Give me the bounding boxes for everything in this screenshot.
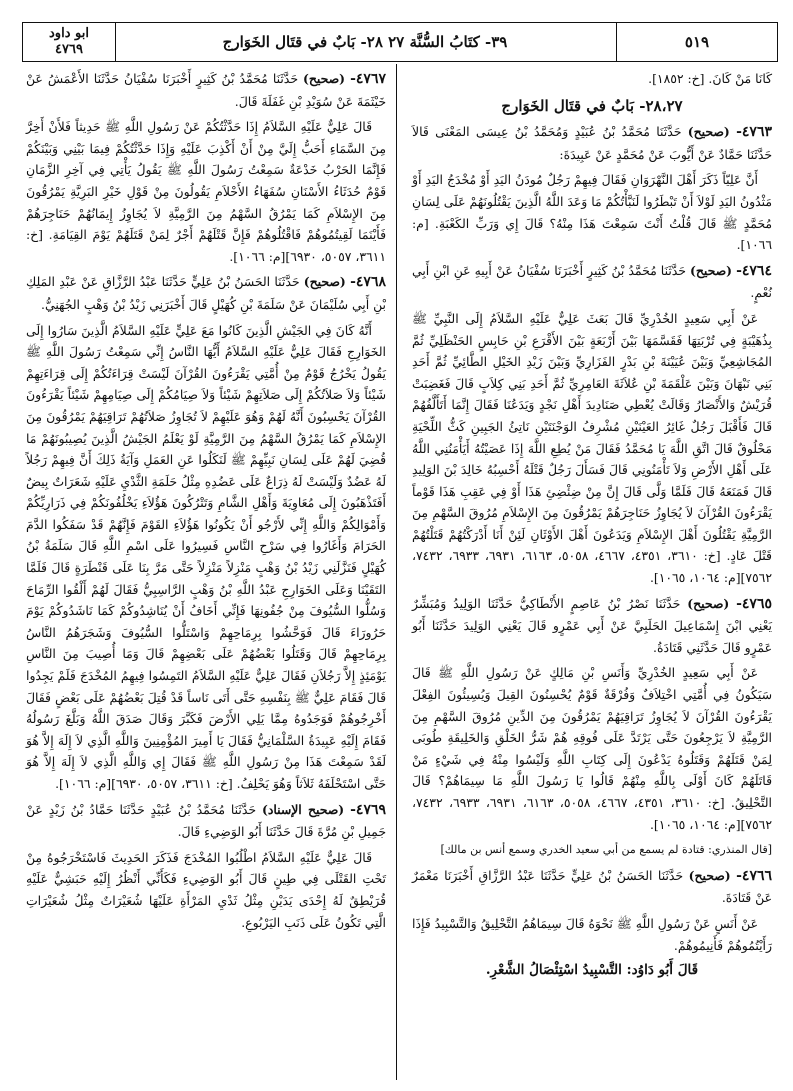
book-name: ابو داود — [49, 26, 89, 41]
right-column — [412, 68, 772, 986]
abu-dawud-note: قَالَ أَبُو دَاوُد: التَّسْبِيدُ اسْتِئْصَالُ الشَّعْرِ. — [485, 962, 699, 979]
hadith-number: ٤٧٦٣- — [736, 124, 772, 141]
hadith-grade: (صحيح) — [303, 274, 346, 290]
hadith-4763 — [412, 121, 772, 165]
hadith-grade: (صحيح الإسناد) — [261, 801, 345, 817]
hadith-range: ٤٧٦٩ — [55, 42, 83, 57]
hadith-number: ٤٧٦٦- — [736, 867, 772, 884]
hadith-isnad: حَدَّثَنَا مُحَمَّدُ بْنُ عُبَيْدٍ وَمُحَمَّدُ بْنُ عِيسَى المَعْنَى قَالاَ حَدَّثَنَا حَمَّادٌ عَنْ أَيُّوبَ عَنْ مُحَمَّدٍ عَنْ عَبِيدَةَ: — [412, 124, 772, 162]
hadith-isnad: حَدَّثَنَا الحَسَنُ بْنُ عَلِيٍّ حَدَّثَنَا عَبْدُ الرَّزَّاقِ عَنْ عَبْدِ المَلِكِ بْنِ أَبِي سُلَيْمَانَ عَنْ سَلَمَةَ بْنِ كُهَيْلٍ قَالَ أَخْبَرَنِي زَيْدُ بْنُ وَهْبٍ الجُهَنِيُّ. — [26, 274, 386, 312]
hadith-grade: (صحيح) — [687, 595, 730, 611]
page-header — [22, 22, 778, 62]
hadith-matn: عَنْ أَبِي سَعِيدٍ الخُدْرِيِّ قَالَ بَعَثَ عَلِيٌّ عَلَيْهِ السَّلاَمُ إِلَى النَّبِيِّ ﷺ بِذُهَيْبَةٍ فِي تُرْبَتِهَا فَقَسَّمَهَا بَيْنَ أَرْبَعَةٍ بَيْنَ الأَقْرَعِ بْنِ حَابِسٍ الحَنْظَلِيِّ ثُمَّ المُجَاشِعِيِّ وَبَيْنَ عُيَيْنَةَ بْنِ بَدْرٍ الفَزَارِيِّ وَبَيْنَ زَيْدِ الخَيْلِ الطَّائِيِّ ثُمَّ أَحَدِ بَنِي نَبْهَانَ وَبَيْنَ عَلْقَمَةَ بْنِ عُلاَثَةَ العَامِرِيِّ ثُمَّ أَحَدِ بَنِي كِلاَبٍ قَالَ فَغَضِبَتْ قُرَيْشٌ وَالأَنْصَارُ وَقَالَتْ يُعْطِي صَنَادِيدَ أَهْلِ نَجْدٍ وَيَدَعُنَا فَقَالَ إِنَّمَا أَتَأَلَّفُهُمْ قَالَ فَأَقْبَلَ رَجُلٌ غَائِرُ العَيْنَيْنِ مُشْرِفُ الوَجْنَتَيْنِ نَاتِئُ الجَبِينِ كَثُّ اللِّحْيَةِ مَحْلُوقٌ قَالَ اتَّقِ اللَّهَ يَا مُحَمَّدُ فَقَالَ مَنْ يُطِعِ اللَّهَ إِذَا عَصَيْتُهُ أَيَأْمَنُنِي اللَّهُ عَلَى أَهْلِ الأَرْضِ وَلاَ تَأْمَنُونِي قَالَ فَسَأَلَ رَجُلٌ قَتْلَهُ أَحْسِبُهُ خَالِدَ بْنَ الوَلِيدِ قَالَ فَمَنَعَهُ قَالَ فَلَمَّا وَلَّى قَالَ إِنَّ مِنْ ضِئْضِئِ هَذَا أَوْ فِي عَقِبِ هَذَا قَوْماً يَقْرَءُونَ القُرْآنَ لاَ يُجَاوِزُ حَنَاجِرَهُمْ يَمْرُقُونَ مِنَ الإِسْلاَمِ مُرُوقَ السَّهْمِ مِنَ الرَّمِيَّةِ يَقْتُلُونَ أَهْلَ الإِسْلاَمِ وَيَدَعُونَ أَهْلَ الأَوْثَانِ لَئِنْ أَنَا أَدْرَكْتُهُمْ قَتَلْتُهُمْ قَتْلَ عَادٍ. [خ: ٣٦١٠، ٤٣٥١، ٤٦٦٧، ٥٠٥٨، ٦١٦٣، ٦٩٣١، ٦٩٣٣، ٧٤٣٢، ٧٥٦٢][م: ١٠٦٤، ١٠٦٥]. — [412, 310, 772, 586]
hadith-grade: (صحيح) — [303, 71, 346, 86]
left-column — [26, 68, 386, 937]
hadith-grade: (صحيح) — [687, 124, 730, 140]
book-reference-box — [23, 23, 116, 61]
hadith-4767 — [26, 68, 386, 112]
chapter-title: ٢٨،٢٧- بَابٌ في قتَال الخَوَارج — [501, 96, 683, 115]
hadith-matn: أَنَّ عَلِيّاً ذَكَرَ أَهْلَ النَّهْرَوَانِ فَقَالَ فِيهِمْ رَجُلٌ مُودَنُ اليَدِ أَوْ مُخْدَجُ اليَدِ أَوْ مَثْدُونُ اليَدِ لَوْلاَ أَنْ تَبْطَرُوا لَنَبَّأْتُكُمْ مَا وَعَدَ اللَّهُ الَّذِينَ يَقْتُلُونَهُمْ عَلَى لِسَانِ مُحَمَّدٍ ﷺ قَالَ قُلْتُ أَنْتَ سَمِعْتَ هَذَا مِنْهُ؟ قَالَ إِي وَرَبِّ الكَعْبَةِ. [م: ١٠٦٦]. — [412, 172, 772, 253]
hadith-matn: قَالَ عَلِيٌّ عَلَيْهِ السَّلاَمُ إِذَا حَدَّثْتُكُمْ عَنْ رَسُولِ اللَّهِ ﷺ حَدِيثاً فَلأَنْ أَخِرَّ مِنَ السَّمَاءِ أَحَبُّ إِلَيَّ مِنْ أَنْ أَكْذِبَ عَلَيْهِ وَإِذَا حَدَّثْتُكُمْ فِيمَا بَيْنِي وَبَيْنَكُمْ فَإِنَّمَا الحَرْبُ خَدْعَةٌ سَمِعْتُ رَسُولَ اللَّهِ ﷺ يَقُولُ يَأْتِي فِي آخِرِ الزَّمَانِ قَوْمٌ حُدَثَاءُ الأَسْنَانِ سُفَهَاءُ الأَحْلاَمِ يَقُولُونَ مِنْ قَوْلِ خَيْرِ البَرِيَّةِ يَمْرُقُونَ مِنَ الإِسْلاَمِ كَمَا يَمْرُقُ السَّهْمُ مِنَ الرَّمِيَّةِ لاَ يُجَاوِزُ إِيمَانُهُمْ حَنَاجِرَهُمْ فَأَيْنَمَا لَقِيتُمُوهُمْ فَاقْتُلُوهُمْ فَإِنَّ قَتْلَهُمْ أَجْرٌ لِمَنْ قَتَلَهُمْ يَوْمَ القِيَامَةِ. [خ: ٣٦١١، ٥٠٥٧، ٦٩٣٠][م: ١٠٦٦]. — [26, 119, 386, 264]
mundhiri-note: [قال المنذري: قتادة لم يسمع من أبي سعيد الخدري وسمع أنس بن مالك] — [440, 843, 772, 857]
hadith-matn: قَالَ عَلِيٌّ عَلَيْهِ السَّلاَمُ اطْلُبُوا المُخْدَجَ فَذَكَرَ الحَدِيثَ فَاسْتَخْرَجُوهُ مِنْ تَحْتِ القَتْلَى فِي طِينٍ قَالَ أَبُو الوَضِيءِ فَكَأَنِّي أَنْظُرُ إِلَيْهِ حَبَشِيٌّ عَلَيْهِ قُرَيْطِقٌ لَهُ إِحْدَى يَدَيْنِ مِثْلُ ثَدْيِ المَرْأَةِ عَلَيْهَا شُعَيْرَاتٌ مِثْلُ شُعَيْرَاتِ الَّتِي تَكُونُ عَلَى ذَنَبِ اليَرْبُوعِ. — [26, 849, 386, 930]
hadith-number: ٤٧٦٤- — [736, 262, 772, 279]
running-title: ٣٩- كتَابُ السُّنَّة ٢٧ ٢٨- بَابٌ في قتَال الخَوَارج — [222, 33, 508, 51]
hadith-4768 — [26, 271, 386, 315]
hadith-grade: (صحيح) — [688, 867, 731, 883]
hadith-number: ٤٧٦٨- — [350, 274, 386, 291]
hadith-grade: (صحيح) — [690, 262, 732, 278]
column-divider — [396, 64, 397, 1080]
hadith-isnad: حَدَّثَنَا مُحَمَّدُ بْنُ عُبَيْدٍ حَدَّثَنَا حَمَّادُ بْنُ زَيْدٍ عَنْ جَمِيلِ بْنِ مُرَّةَ قَالَ حَدَّثَنَا أَبُو الوَضِيءِ قَالَ. — [26, 801, 386, 840]
hadith-4764 — [412, 260, 772, 304]
hadith-isnad: حَدَّثَنَا نَصْرُ بْنُ عَاصِمٍ الأَنْطَاكِيُّ حَدَّثَنَا الوَلِيدُ وَمُبَشِّرٌ يَعْنِي ابْنَ إِسْمَاعِيلَ الحَلَبِيَّ عَنْ أَبِي عَمْرٍو قَالَ يَعْنِي الوَلِيدَ حَدَّثَنَا أَبُو عَمْرٍو قَالَ حَدَّثَنِي قَتَادَةُ. — [412, 595, 772, 655]
hadith-matn: عَنْ أَنَسٍ عَنْ رَسُولِ اللَّهِ ﷺ نَحْوَهُ قَالَ سِيمَاهُمُ التَّحْلِيقُ وَالتَّسْبِيدُ فَإِذَا رَأَيْتُمُوهُمْ فَأَنِيمُوهُمْ. — [412, 915, 772, 953]
hadith-4769 — [26, 799, 386, 843]
hadith-matn: عَنْ أَبِي سَعِيدٍ الخُدْرِيِّ وَأَنَسِ بْنِ مَالِكٍ عَنْ رَسُولِ اللَّهِ ﷺ قَالَ سَيَكُونُ فِي أُمَّتِي اخْتِلاَفٌ وَفُرْقَةٌ قَوْمٌ يُحْسِنُونَ القِيلَ وَيُسِيئُونَ الفِعْلَ يَقْرَءُونَ القُرْآنَ لاَ يُجَاوِزُ تَرَاقِيَهُمْ يَمْرُقُونَ مِنَ الدِّينِ مُرُوقَ السَّهْمِ مِنَ الرَّمِيَّةِ لاَ يَرْجِعُونَ حَتَّى يَرْتَدَّ عَلَى فُوقِهِ هُمْ شَرُّ الخَلْقِ وَالخَلِيقَةِ طُوبَى لِمَنْ قَتَلَهُمْ وَقَتَلُوهُ يَدْعُونَ إِلَى كِتَابِ اللَّهِ وَلَيْسُوا مِنْهُ فِي شَيْءٍ مَنْ قَاتَلَهُمْ كَانَ أَوْلَى بِاللَّهِ مِنْهُمْ قَالُوا يَا رَسُولَ اللَّهِ مَا سِيمَاهُمْ؟ قَالَ التَّحْلِيقُ. [خ: ٣٦١٠، ٤٣٥١، ٤٦٦٧، ٥٠٥٨، ٦١٦٣، ٦٩٣١، ٦٩٣٣، ٧٤٣٢، ٧٥٦٢][م: ١٠٦٤، ١٠٦٥]. — [412, 665, 772, 832]
hadith-number: ٤٧٦٥- — [736, 595, 772, 612]
hadith-matn: أَنَّهُ كَانَ فِي الجَيْشِ الَّذِينَ كَانُوا مَعَ عَلِيٍّ عَلَيْهِ السَّلاَمُ الَّذِينَ سَارُوا إِلَى الخَوَارِجِ فَقَالَ عَلِيٌّ عَلَيْهِ السَّلاَمُ أَيُّهَا النَّاسُ إِنِّي سَمِعْتُ رَسُولَ اللَّهِ ﷺ يَقُولُ يَخْرُجُ قَوْمٌ مِنْ أُمَّتِي يَقْرَءُونَ القُرْآنَ لَيْسَتْ قِرَاءَتُكُمْ إِلَى قِرَاءَتِهِمْ شَيْئاً وَلاَ صَلاَتُكُمْ إِلَى صَلاَتِهِمْ شَيْئاً وَلاَ صِيَامُكُمْ إِلَى صِيَامِهِمْ شَيْئاً يَقْرَءُونَ القُرْآنَ يَحْسِبُونَ أَنَّهُ لَهُمْ وَهُوَ عَلَيْهِمْ لاَ تُجَاوِزُ صَلاَتُهُمْ تَرَاقِيَهُمْ يَمْرُقُونَ مِنَ الإِسْلاَمِ كَمَا يَمْرُقُ السَّهْمُ مِنَ الرَّمِيَّةِ لَوْ يَعْلَمُ الجَيْشُ الَّذِينَ يُصِيبُونَهُمْ مَا قُضِيَ لَهُمْ عَلَى لِسَانِ نَبِيِّهِمْ ﷺ لَنَكَلُوا عَنِ العَمَلِ وَآيَةُ ذَلِكَ أَنَّ فِيهِمْ رَجُلاً لَهُ عَضُدٌ وَلَيْسَتْ لَهُ ذِرَاعٌ عَلَى عَضُدِهِ مِثْلُ حَلَمَةِ الثَّدْيِ عَلَيْهِ شَعَرَاتٌ بِيضٌ أَفَتَذْهَبُونَ إِلَى مُعَاوِيَةَ وَأَهْلِ الشَّامِ وَتَتْرُكُونَ هَؤُلاَءِ يَخْلُفُونَكُمْ فِي ذَرَارِيِّكُمْ وَأَمْوَالِكُمْ وَاللَّهِ إِنِّي لأَرْجُو أَنْ يَكُونُوا هَؤُلاَءِ القَوْمَ فَإِنَّهُمْ قَدْ سَفَكُوا الدَّمَ الحَرَامَ وَأَغَارُوا فِي سَرْحِ النَّاسِ فَسِيرُوا عَلَى اسْمِ اللَّهِ قَالَ سَلَمَةُ بْنُ كُهَيْلٍ فَنَزَّلَنِي زَيْدُ بْنُ وَهْبٍ مَنْزِلاً مَنْزِلاً حَتَّى مَرَّ بِنَا عَلَى قَنْطَرَةٍ قَالَ فَلَمَّا التَقَيْنَا وَعَلَى الخَوَارِجِ عَبْدُ اللَّهِ بْنُ وَهْبٍ الرَّاسِبِيُّ فَقَالَ لَهُمْ أَلْقُوا الرِّمَاحَ وَسُلُّوا السُّيُوفَ مِنْ جُفُونِهَا فَإِنِّي أَخَافُ أَنْ يُنَاشِدُوكُمْ كَمَا نَاشَدُوكُمْ يَوْمَ حَرُورَاءَ قَالَ فَوَحَّشُوا بِرِمَاحِهِمْ وَاسْتَلُّوا السُّيُوفَ وَشَجَرَهُمُ النَّاسُ بِرِمَاحِهِمْ قَالَ وَقَتَلُوا بَعْضُهُمْ عَلَى بَعْضِهِمْ قَالَ وَمَا أُصِيبَ مِنَ النَّاسِ يَوْمَئِذٍ إِلاَّ رَجُلاَنِ فَقَالَ عَلِيٌّ عَلَيْهِ السَّلاَمُ التَمِسُوا فِيهِمُ المُخْدَجَ فَلَمْ يَجِدُوا قَالَ فَقَامَ عَلِيٌّ ﷺ بِنَفْسِهِ حَتَّى أَتَى نَاساً قَدْ قُتِلَ بَعْضُهُمْ عَلَى بَعْضٍ فَقَالَ أَخْرِجُوهُمْ فَوَجَدُوهُ مِمَّا يَلِي الأَرْضَ فَكَبَّرَ وَقَالَ صَدَقَ اللَّهُ وَبَلَّغَ رَسُولُهُ فَقَامَ إِلَيْهِ عَبِيدَةُ السَّلْمَانِيُّ فَقَالَ يَا أَمِيرَ المُؤْمِنِينَ وَاللَّهِ الَّذِي لاَ إِلَهَ إِلاَّ هُوَ لَقَدْ سَمِعْتَ هَذَا مِنْ رَسُولِ اللَّهِ ﷺ فَقَالَ إِي وَاللَّهِ الَّذِي لاَ إِلَهَ إِلاَّ هُوَ حَتَّى اسْتَحْلَفَهُ ثَلاَثاً وَهُوَ يَحْلِفُ. [خ: ٣٦١١، ٥٠٥٧، ٦٩٣٠][م: ١٠٦٦]. — [26, 322, 386, 791]
hadith-number: ٤٧٦٩- — [350, 801, 386, 818]
previous-hadith-end: كَانَا مَنْ كَانَ. [خ: ١٨٥٢]. — [648, 71, 772, 86]
hadith-4766 — [412, 865, 772, 909]
hadith-isnad: حَدَّثَنَا مُحَمَّدُ بْنُ كَثِيرٍ أَخْبَرَنَا سُفْيَانُ عَنْ أَبِيهِ عَنِ ابْنِ أَبِي نُعْمٍ. — [412, 262, 772, 301]
hadith-isnad: حَدَّثَنَا مُحَمَّدُ بْنُ كَثِيرٍ أَخْبَرَنَا سُفْيَانُ حَدَّثَنَا الأَعْمَشُ عَنْ خَيْثَمَةَ عَنْ سُوَيْدِ بْنِ غَفَلَةَ قَالَ. — [26, 71, 386, 109]
page-number: ٥١٩ — [616, 23, 777, 61]
hadith-number: ٤٧٦٧- — [350, 71, 386, 87]
hadith-isnad: حَدَّثَنَا الحَسَنُ بْنُ عَلِيٍّ حَدَّثَنَا عَبْدُ الرَّزَّاقِ أَخْبَرَنَا مَعْمَرٌ عَنْ قَتَادَةَ. — [412, 867, 772, 906]
hadith-4765 — [412, 593, 772, 659]
